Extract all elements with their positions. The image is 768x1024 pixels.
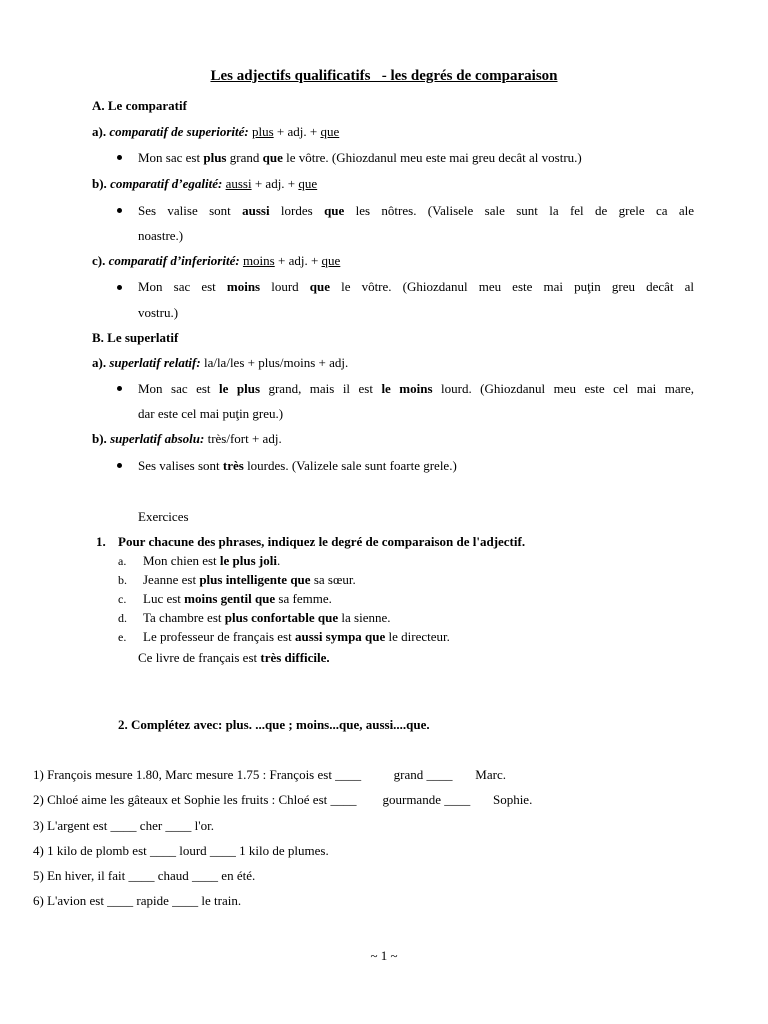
- item-bold: plus confortable que: [224, 610, 339, 625]
- bullet-icon: [117, 155, 122, 160]
- rule-keyword: plus: [251, 124, 274, 139]
- bullet-icon: [117, 285, 122, 290]
- exercise-letter: a.: [118, 554, 127, 568]
- example-bold: que: [324, 203, 345, 218]
- exercise-1-number: 1.: [96, 534, 106, 549]
- example-text: lourd: [260, 279, 310, 294]
- example-text: lourdes. (Valizele sale sunt foarte grele.): [243, 458, 457, 473]
- example-bold: le moins: [381, 381, 433, 396]
- comparatif-superiorite-rule: [92, 124, 339, 140]
- bullet-icon: [117, 386, 122, 391]
- item-text: Luc est: [143, 591, 185, 606]
- example-bold: que: [309, 279, 330, 294]
- rule-label: comparatif d’inferiorité:: [108, 253, 240, 268]
- rule-prefix: c).: [92, 253, 109, 268]
- example-bold: que: [262, 150, 283, 165]
- rule-formula: la/la/les + plus/moins + adj.: [200, 355, 349, 370]
- exercise-2-heading: 2. Complétez avec: plus. ...que ; moins...que, aussi....que.: [118, 717, 430, 732]
- item-text: Le professeur de français est: [143, 629, 295, 644]
- comparatif-inferiorite-rule: [92, 253, 340, 269]
- rule-label: comparatif de superiorité:: [109, 124, 249, 139]
- example-text: Mon sac est: [138, 150, 204, 165]
- fill-in-line: 1) François mesure 1.80, Marc mesure 1.75 : François est ____ grand ____ Marc.: [33, 767, 506, 782]
- rule-prefix: a).: [92, 124, 110, 139]
- example-line: [138, 203, 694, 219]
- item-text: Ta chambre est: [143, 610, 225, 625]
- example-bold: moins: [226, 279, 261, 294]
- rule-label: comparatif d’egalité:: [110, 176, 223, 191]
- bullet-icon: [117, 208, 122, 213]
- item-bold: très difficile.: [260, 650, 330, 665]
- item-bold: moins gentil que: [184, 591, 276, 606]
- exercise-item: [143, 629, 450, 645]
- rule-keyword: moins: [242, 253, 275, 268]
- example-text: lourd. (Ghiozdanul meu este cel mai mare,: [432, 381, 694, 396]
- example-bold: aussi: [242, 203, 270, 218]
- rule-prefix: a).: [92, 355, 110, 370]
- rule-keyword: que: [298, 176, 318, 191]
- example-continuation: vostru.): [138, 305, 179, 320]
- exercise-letter: e.: [118, 630, 127, 644]
- section-b-heading: B. Le superlatif: [92, 330, 179, 345]
- item-text: la sienne.: [338, 610, 391, 625]
- example-line: [138, 150, 582, 166]
- fill-in-line: 3) L'argent est ____ cher ____ l'or.: [33, 818, 214, 833]
- item-text: sa sœur.: [310, 572, 356, 587]
- fill-in-line: 4) 1 kilo de plomb est ____ lourd ____ 1 kilo de plumes.: [33, 843, 329, 858]
- rule-prefix: b).: [92, 431, 111, 446]
- example-text: les nôtres. (Valisele sale sunt la fel de grele ca ale: [344, 203, 695, 218]
- superlatif-relatif-rule: [92, 355, 348, 371]
- item-text: Mon chien est: [143, 553, 220, 568]
- item-text: Ce livre de français est: [138, 650, 261, 665]
- example-text: Ses valises sont: [138, 458, 223, 473]
- rule-formula: + adj. +: [251, 176, 299, 191]
- rule-formula: + adj. +: [274, 253, 322, 268]
- exercise-item: [143, 553, 280, 569]
- exercise-letter: c.: [118, 592, 127, 606]
- example-text: le vôtre. (Ghiozdanul meu este mai greu decât al vostru.): [282, 150, 582, 165]
- example-text: grand, mais il est: [260, 381, 382, 396]
- rule-keyword: que: [321, 253, 341, 268]
- example-line: [138, 279, 694, 295]
- item-text: .: [276, 553, 281, 568]
- rule-formula: + adj. +: [273, 124, 321, 139]
- page-title: Les adjectifs qualificatifs - les degrés de comparaison: [210, 68, 558, 84]
- example-line: [138, 381, 694, 397]
- example-continuation: dar este cel mai puţin greu.): [138, 406, 284, 421]
- comparatif-egalite-rule: [92, 176, 317, 192]
- example-text: Mon sac est: [138, 279, 227, 294]
- rule-label: superlatif relatif:: [109, 355, 201, 370]
- exercise-item: [143, 591, 332, 607]
- example-text: grand: [226, 150, 263, 165]
- item-text: sa femme.: [275, 591, 332, 606]
- example-bold: le plus: [219, 381, 260, 396]
- rule-formula: très/fort + adj.: [204, 431, 282, 446]
- fill-in-line: 5) En hiver, il fait ____ chaud ____ en été.: [33, 868, 256, 883]
- item-bold: aussi sympa que: [294, 629, 386, 644]
- example-line: [138, 458, 457, 474]
- example-text: Ses valise sont: [138, 203, 243, 218]
- rule-label: superlatif absolu:: [110, 431, 205, 446]
- item-bold: le plus joli: [219, 553, 277, 568]
- exercise-1-instruction: Pour chacune des phrases, indiquez le degré de comparaison de l'adjectif.: [118, 534, 526, 549]
- rule-keyword: que: [320, 124, 340, 139]
- superlatif-absolu-rule: [92, 431, 282, 447]
- page-number: ~ 1 ~: [370, 948, 398, 963]
- exercise-item: [143, 572, 356, 588]
- bullet-icon: [117, 463, 122, 468]
- exercices-heading: Exercices: [138, 509, 189, 524]
- item-text: le directeur.: [385, 629, 450, 644]
- example-bold: très: [222, 458, 244, 473]
- example-text: Mon sac est: [138, 381, 220, 396]
- fill-in-line: 6) L'avion est ____ rapide ____ le train.: [33, 893, 242, 908]
- item-text: Jeanne est: [143, 572, 200, 587]
- item-bold: plus intelligente que: [199, 572, 311, 587]
- example-text: le vôtre. (Ghiozdanul meu este mai puţin greu decât al: [330, 279, 694, 294]
- exercise-item-extra: [138, 650, 330, 666]
- example-continuation: noastre.): [138, 228, 184, 243]
- fill-in-line: 2) Chloé aime les gâteaux et Sophie les fruits : Chloé est ____ gourmande ____ Sophie.: [33, 792, 533, 807]
- example-text: lordes: [269, 203, 325, 218]
- rule-keyword: aussi: [225, 176, 252, 191]
- example-bold: plus: [203, 150, 227, 165]
- rule-prefix: b).: [92, 176, 111, 191]
- section-a-heading: A. Le comparatif: [92, 98, 187, 113]
- exercise-letter: d.: [118, 611, 127, 625]
- exercise-letter: b.: [118, 573, 127, 587]
- exercise-item: [143, 610, 391, 626]
